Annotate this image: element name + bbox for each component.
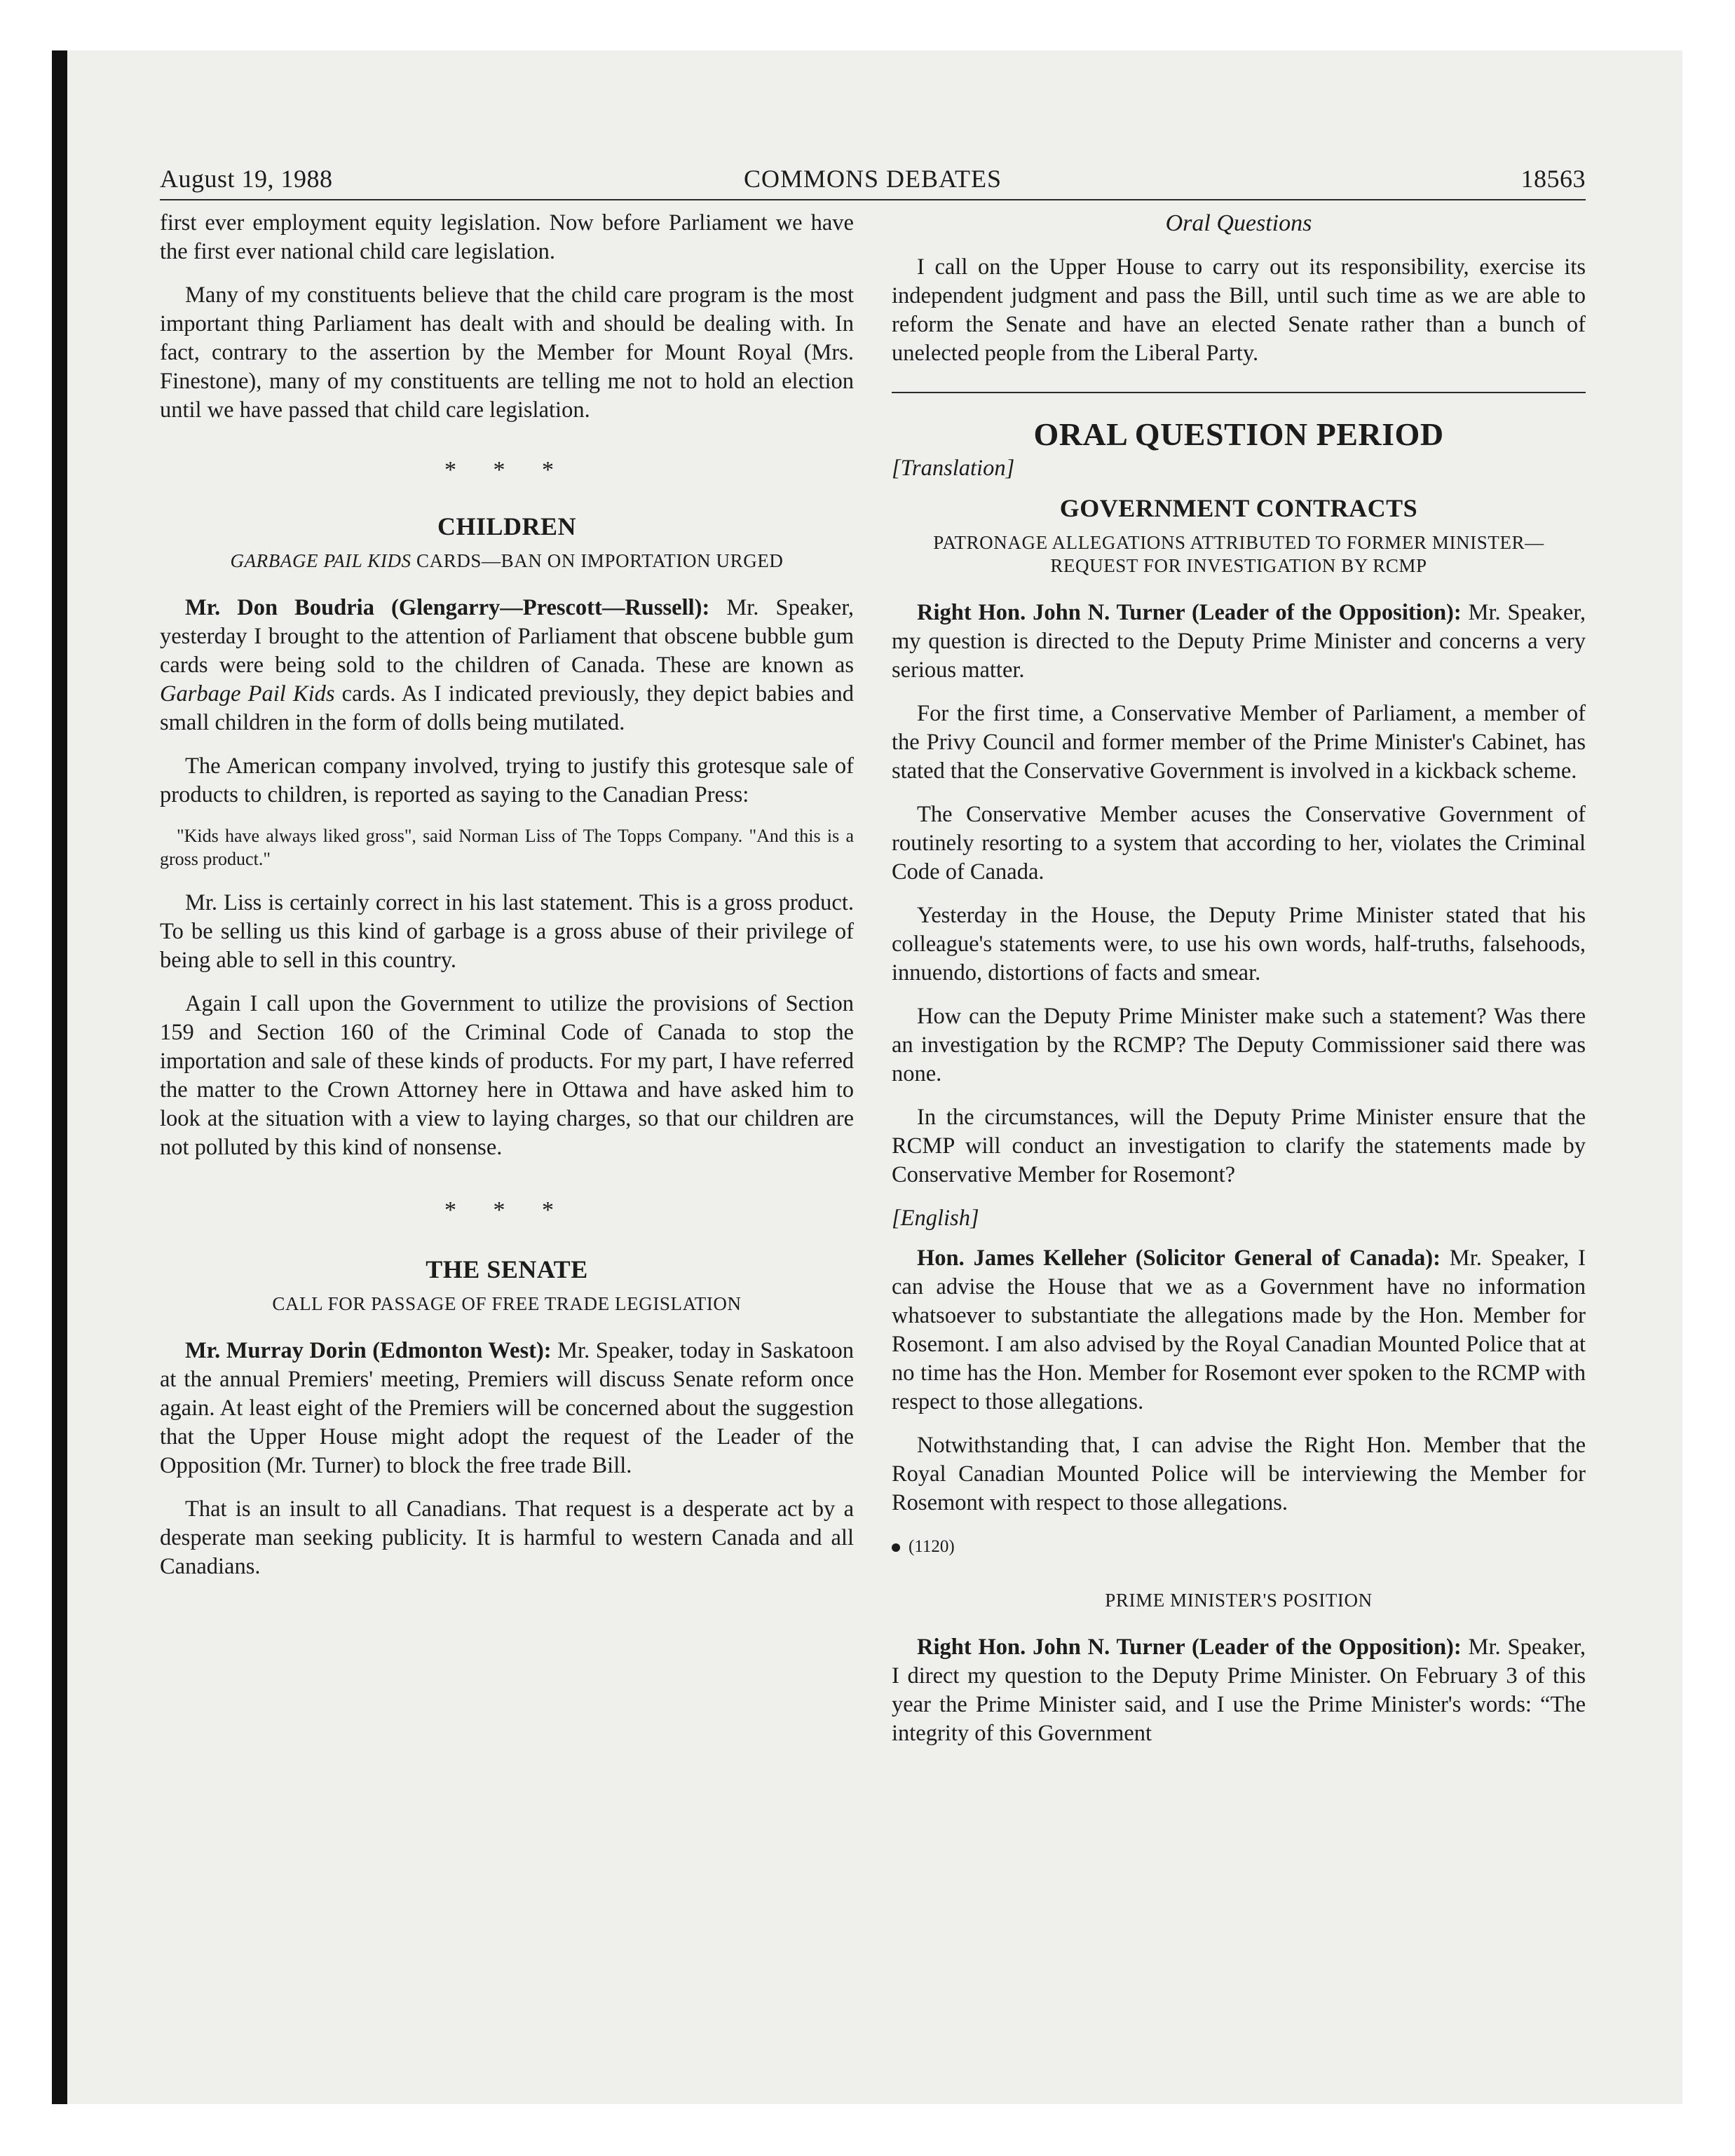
paragraph-constituents: Many of my constituents believe that the child care program is the most important thing Parliament has dealt with and should be dealing with. In fact, contrary to the assertion by the Member for Mount Royal (Mrs. Finestone), many of my constituents are telling me not to hold an election until we have passed that child care legislation. xyxy=(160,282,854,423)
block-quote: "Kids have always liked gross", said Norman Liss of The Topps Company. "And this is a gross product." xyxy=(160,826,854,869)
running-head xyxy=(160,160,1586,196)
section-separator: * * * xyxy=(444,457,569,483)
speech-turner-6: In the circumstances, will the Deputy Prime Minister ensure that the RCMP will conduct an investigation to clarify the statements made by Conservative Member for Rosemont? xyxy=(892,1105,1586,1187)
header-rule xyxy=(160,199,1586,200)
heading-senate: THE SENATE xyxy=(426,1255,588,1283)
speaker-name-turner: Right Hon. John N. Turner (Leader of the Opposition): xyxy=(917,600,1462,625)
speech-turner-7 xyxy=(892,1633,1586,1748)
header-date: August 19, 1988 xyxy=(160,165,333,193)
bullet-dot-icon xyxy=(892,1543,900,1552)
speaker-name-turner: Right Hon. John N. Turner (Leader of the Opposition): xyxy=(917,1635,1462,1660)
paragraph-upper-house: I call on the Upper House to carry out its responsibility, exercise its independent judgment and pass the Bill, until such time as we are able to reform the Senate and have an elected Senate rather than a bunch of unelected people from the Liberal Party. xyxy=(892,254,1586,366)
language-tag-translation: [Translation] xyxy=(892,456,1015,481)
heading-oral-question-period: ORAL QUESTION PERIOD xyxy=(1033,416,1444,452)
section-divider-rule xyxy=(892,392,1586,393)
header-page-number: 18563 xyxy=(1520,165,1586,193)
speech-text: Mr. Speaker, my question is directed to the Deputy Prime Minister and concerns a very serious matter. xyxy=(892,600,1586,683)
speaker-name-dorin: Mr. Murray Dorin (Edmonton West): xyxy=(185,1338,552,1363)
speech-turner-4: Yesterday in the House, the Deputy Prime Minister stated that his colleague's statements were, to use his own words, half-truths, falsehoods, innuendo, distortions of facts and smear. xyxy=(892,903,1586,985)
speech-boudria-1 xyxy=(160,594,854,737)
speaker-name-boudria: Mr. Don Boudria (Glengarry—Prescott—Russell): xyxy=(185,595,710,620)
language-tag-english: [English] xyxy=(892,1206,979,1231)
section-label-oral-questions: Oral Questions xyxy=(1165,210,1312,236)
section-separator: * * * xyxy=(444,1197,569,1223)
scan-border-edge xyxy=(52,50,67,2104)
subheading-patronage: PATRONAGE ALLEGATIONS ATTRIBUTED TO FORMER MINISTER—REQUEST FOR INVESTIGATION BY RCMP xyxy=(933,532,1544,576)
speech-text: Mr. Speaker, yesterday I brought to the attention of Parliament that obscene bubble gum cards were being sold to the children of Canada. These are known as xyxy=(160,595,854,678)
speech-boudria-2: The American company involved, trying to justify this grotesque sale of products to children, is reported as saying to the Canadian Press: xyxy=(160,753,854,807)
speech-turner-5: How can the Deputy Prime Minister make such a statement? Was there an investigation by the RCMP? The Deputy Commissioner said there was none. xyxy=(892,1004,1586,1086)
subheading-free-trade: CALL FOR PASSAGE OF FREE TRADE LEGISLATION xyxy=(272,1293,742,1314)
subheading-garbage-pail-kids xyxy=(160,550,854,573)
speech-dorin-1 xyxy=(160,1337,854,1480)
right-column xyxy=(892,209,1586,1763)
time-marker xyxy=(892,1532,1586,1561)
italic-product-name: Garbage Pail Kids xyxy=(160,681,335,707)
header-publication: COMMONS DEBATES xyxy=(743,165,1002,193)
speech-turner-3: The Conservative Member acuses the Conservative Government of routinely resorting to a system that according to her, violates the Criminal Code of Canada. xyxy=(892,802,1586,885)
heading-government-contracts: GOVERNMENT CONTRACTS xyxy=(1059,494,1418,522)
subheading-italic-title: GARBAGE PAIL KIDS xyxy=(230,550,411,571)
speech-dorin-2: That is an insult to all Canadians. That request is a desperate act by a desperate man seeking publicity. It is harmful to western Canada and all Canadians. xyxy=(160,1496,854,1579)
speech-text: Mr. Speaker, I direct my question to the Deputy Prime Minister. On February 3 of this year the Prime Minister said, and I use the Prime Minister's words: “The integrity of this Government xyxy=(892,1635,1586,1746)
paragraph-opening: first ever employment equity legislation. Now before Parliament we have the first ever national child care legislation. xyxy=(160,210,854,264)
speech-kelleher-2: Notwithstanding that, I can advise the Right Hon. Member that the Royal Canadian Mounted Police will be interviewing the Member for Rosemont with respect to those allegations. xyxy=(892,1433,1586,1515)
speech-text: cards. As I indicated previously, they depict babies and small children in the form of dolls being mutilated. xyxy=(160,681,854,735)
speech-boudria-4: Again I call upon the Government to utilize the provisions of Section 159 and Section 160 of the Criminal Code of Canada to stop the importation and sale of these kinds of products. For my part, I have referred the matter to the Crown Attorney here in Ottawa and have asked him to look at the situation with a view to laying charges, so that our children are not polluted by this kind of nonsense. xyxy=(160,991,854,1160)
left-column xyxy=(160,209,854,1596)
heading-children: CHILDREN xyxy=(437,512,577,540)
speech-turner-1 xyxy=(892,599,1586,685)
speech-text: Mr. Speaker, I can advise the House that we as a Government have no information whatsoever to substantiate the allegations made by the Hon. Member for Rosemont. I am also advised by the Royal Canadian Mounted Police that at no time has the Hon. Member for Rosemont ever spoken to the RCMP with respect to those allegations. xyxy=(892,1246,1586,1414)
speech-boudria-3: Mr. Liss is certainly correct in his last statement. This is a gross product. To be selling us this kind of garbage is a gross abuse of their privilege of being able to sell in this country. xyxy=(160,890,854,973)
subheading-rest: CARDS—BAN ON IMPORTATION URGED xyxy=(411,550,784,571)
speech-turner-2: For the first time, a Conservative Member of Parliament, a member of the Privy Council and former member of the Prime Minister's Cabinet, has stated that the Conservative Government is involved in a kickback scheme. xyxy=(892,701,1586,784)
speech-kelleher-1 xyxy=(892,1244,1586,1417)
hansard-page xyxy=(160,160,1586,2080)
speaker-name-kelleher: Hon. James Kelleher (Solicitor General of Canada): xyxy=(917,1246,1441,1271)
subheading-pm-position: PRIME MINISTER'S POSITION xyxy=(1105,1590,1373,1611)
speech-text: Mr. Speaker, today in Saskatoon at the annual Premiers' meeting, Premiers will discuss Senate reform once again. At least eight of the Premiers will be concerned about the suggestion that the Upper House might adopt the request of the Leader of the Opposition (Mr. Turner) to block the free trade Bill. xyxy=(160,1338,854,1478)
time-marker-text: (1120) xyxy=(909,1537,955,1556)
